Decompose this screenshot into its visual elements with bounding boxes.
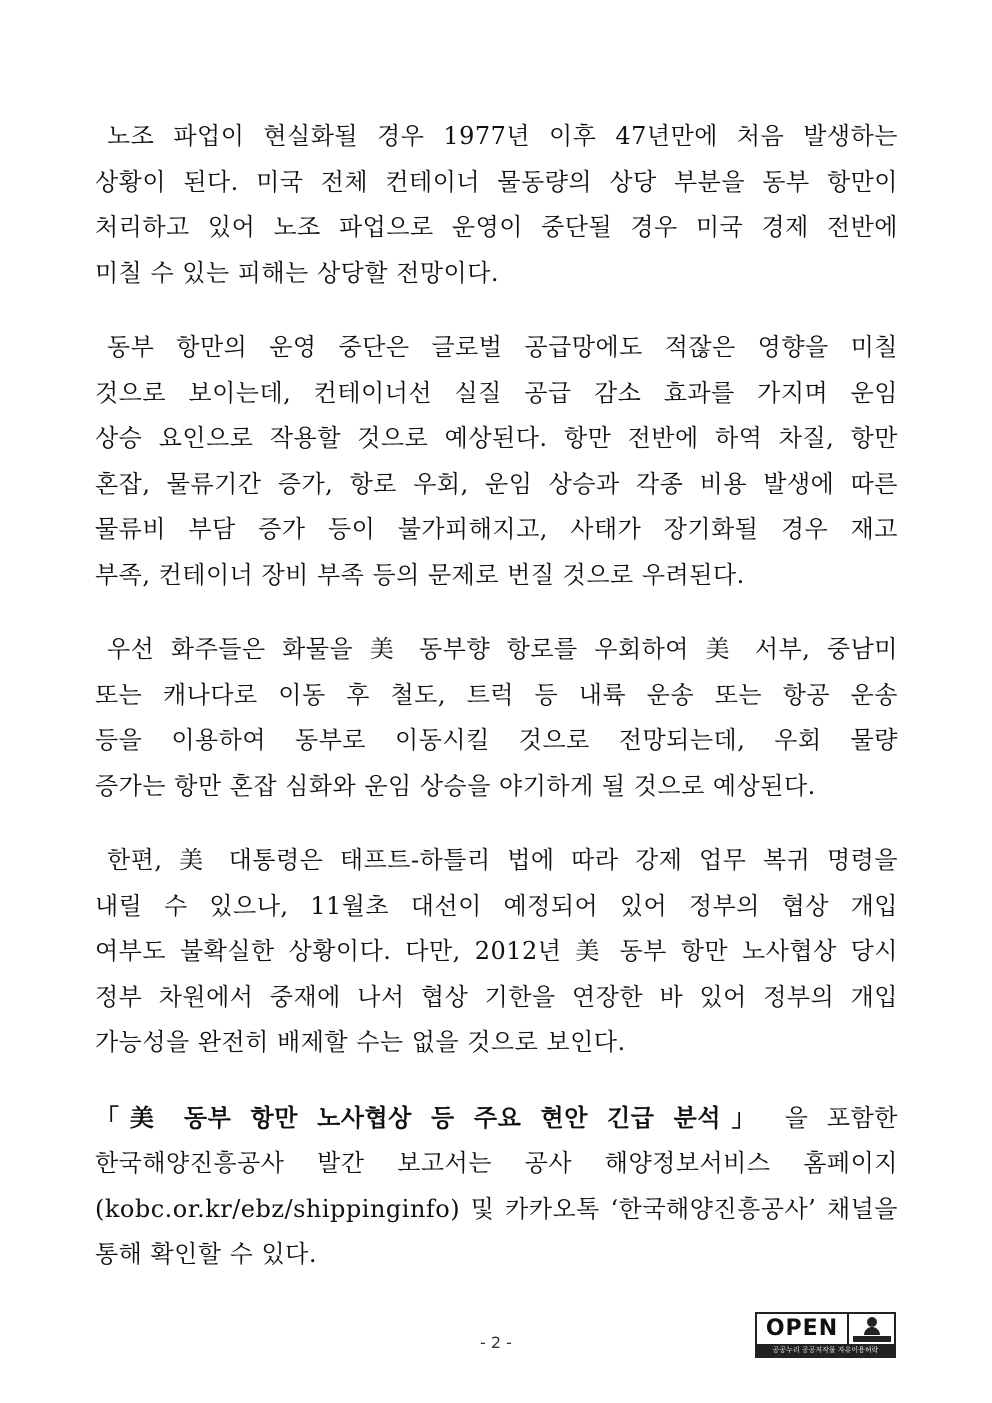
attribution-icon <box>849 1314 894 1344</box>
text-line: 혼잡, 물류기간 증가, 항로 우회, 운임 상승과 각종 비용 발생에 따른 <box>95 469 898 498</box>
text-line: 동부 항만의 운영 중단은 글로벌 공급망에도 적잖은 영향을 미칠 <box>107 333 898 361</box>
paragraph-1 <box>95 114 898 296</box>
text-line: 물류비 부담 증가 등이 불가피해지고, 사태가 장기화될 경우 재고 <box>95 515 898 543</box>
text-line: 증가는 항만 혼잡 심화와 운임 상승을 야기하게 될 것으로 예상된다. <box>95 771 816 800</box>
text-line <box>95 1095 898 1142</box>
paragraph-4 <box>95 838 898 1066</box>
text-fragment: 을 포함한 <box>784 1103 898 1132</box>
text-line: 또는 캐나다로 이동 후 철도, 트럭 등 내륙 운송 또는 항공 운송 <box>95 680 898 709</box>
document-body <box>95 114 898 1307</box>
text-line: 미칠 수 있는 피해는 상당할 전망이다. <box>95 258 500 287</box>
text-line: 상승 요인으로 작용할 것으로 예상된다. 항만 전반에 하역 차질, 항만 <box>95 424 898 452</box>
text-line: 우선 화주들은 화물을 美 동부향 항로를 우회하여 美 서부, 중남미 <box>107 635 898 663</box>
open-label: OPEN <box>765 1316 839 1341</box>
page-number: - 2 - <box>480 1333 512 1352</box>
text-line: 처리하고 있어 노조 파업으로 운영이 중단될 경우 미국 경제 전반에 <box>95 213 898 241</box>
text-line: 등을 이용하여 동부로 이동시킬 것으로 전망되는데, 우회 물량 <box>95 726 898 754</box>
text-line: 것으로 보이는데, 컨테이너선 실질 공급 감소 효과를 가지며 운임 <box>95 378 898 407</box>
text-line: 가능성을 완전히 배제할 수는 없을 것으로 보인다. <box>95 1028 626 1056</box>
text-line: 상황이 된다. 미국 전체 컨테이너 물동량의 상당 부분을 동부 항만이 <box>95 167 898 196</box>
badge-top <box>757 1314 894 1344</box>
text-line: 부족, 컨테이너 장비 부족 등의 문제로 번질 것으로 우려된다. <box>95 560 745 589</box>
text-line: 한국해양진흥공사 발간 보고서는 공사 해양정보서비스 홈페이지 <box>95 1149 898 1177</box>
text-line: 내릴 수 있으나, 11월초 대선이 예정되어 있어 정부의 협상 개입 <box>95 891 898 920</box>
text-line: 통해 확인할 수 있다. <box>95 1240 317 1268</box>
text-line: 한편, 美 대통령은 태프트-하틀리 법에 따라 강제 업무 복귀 명령을 <box>107 846 898 874</box>
text-line: 노조 파업이 현실화될 경우 1977년 이후 47년만에 처음 발생하는 <box>107 122 898 150</box>
text-line: (kobc.or.kr/ebz/shippinginfo) 및 카카오톡 ‘한국해양진흥공사’ 채널을 <box>95 1194 898 1223</box>
paragraph-closing <box>95 1095 898 1278</box>
paragraph-2 <box>95 325 898 598</box>
kogl-open-badge <box>755 1312 896 1358</box>
badge-caption: 공공누리 공공저작물 자유이용허락 <box>757 1344 894 1356</box>
text-line: 정부 차원에서 중재에 나서 협상 기한을 연장한 바 있어 정부의 개입 <box>95 982 898 1011</box>
report-title: 「美 동부 항만 노사협상 등 주요 현안 긴급 분석」 <box>95 1102 767 1132</box>
text-line: 여부도 불확실한 상황이다. 다만, 2012년 美 동부 항만 노사협상 당시 <box>95 937 898 965</box>
paragraph-3 <box>95 627 898 809</box>
